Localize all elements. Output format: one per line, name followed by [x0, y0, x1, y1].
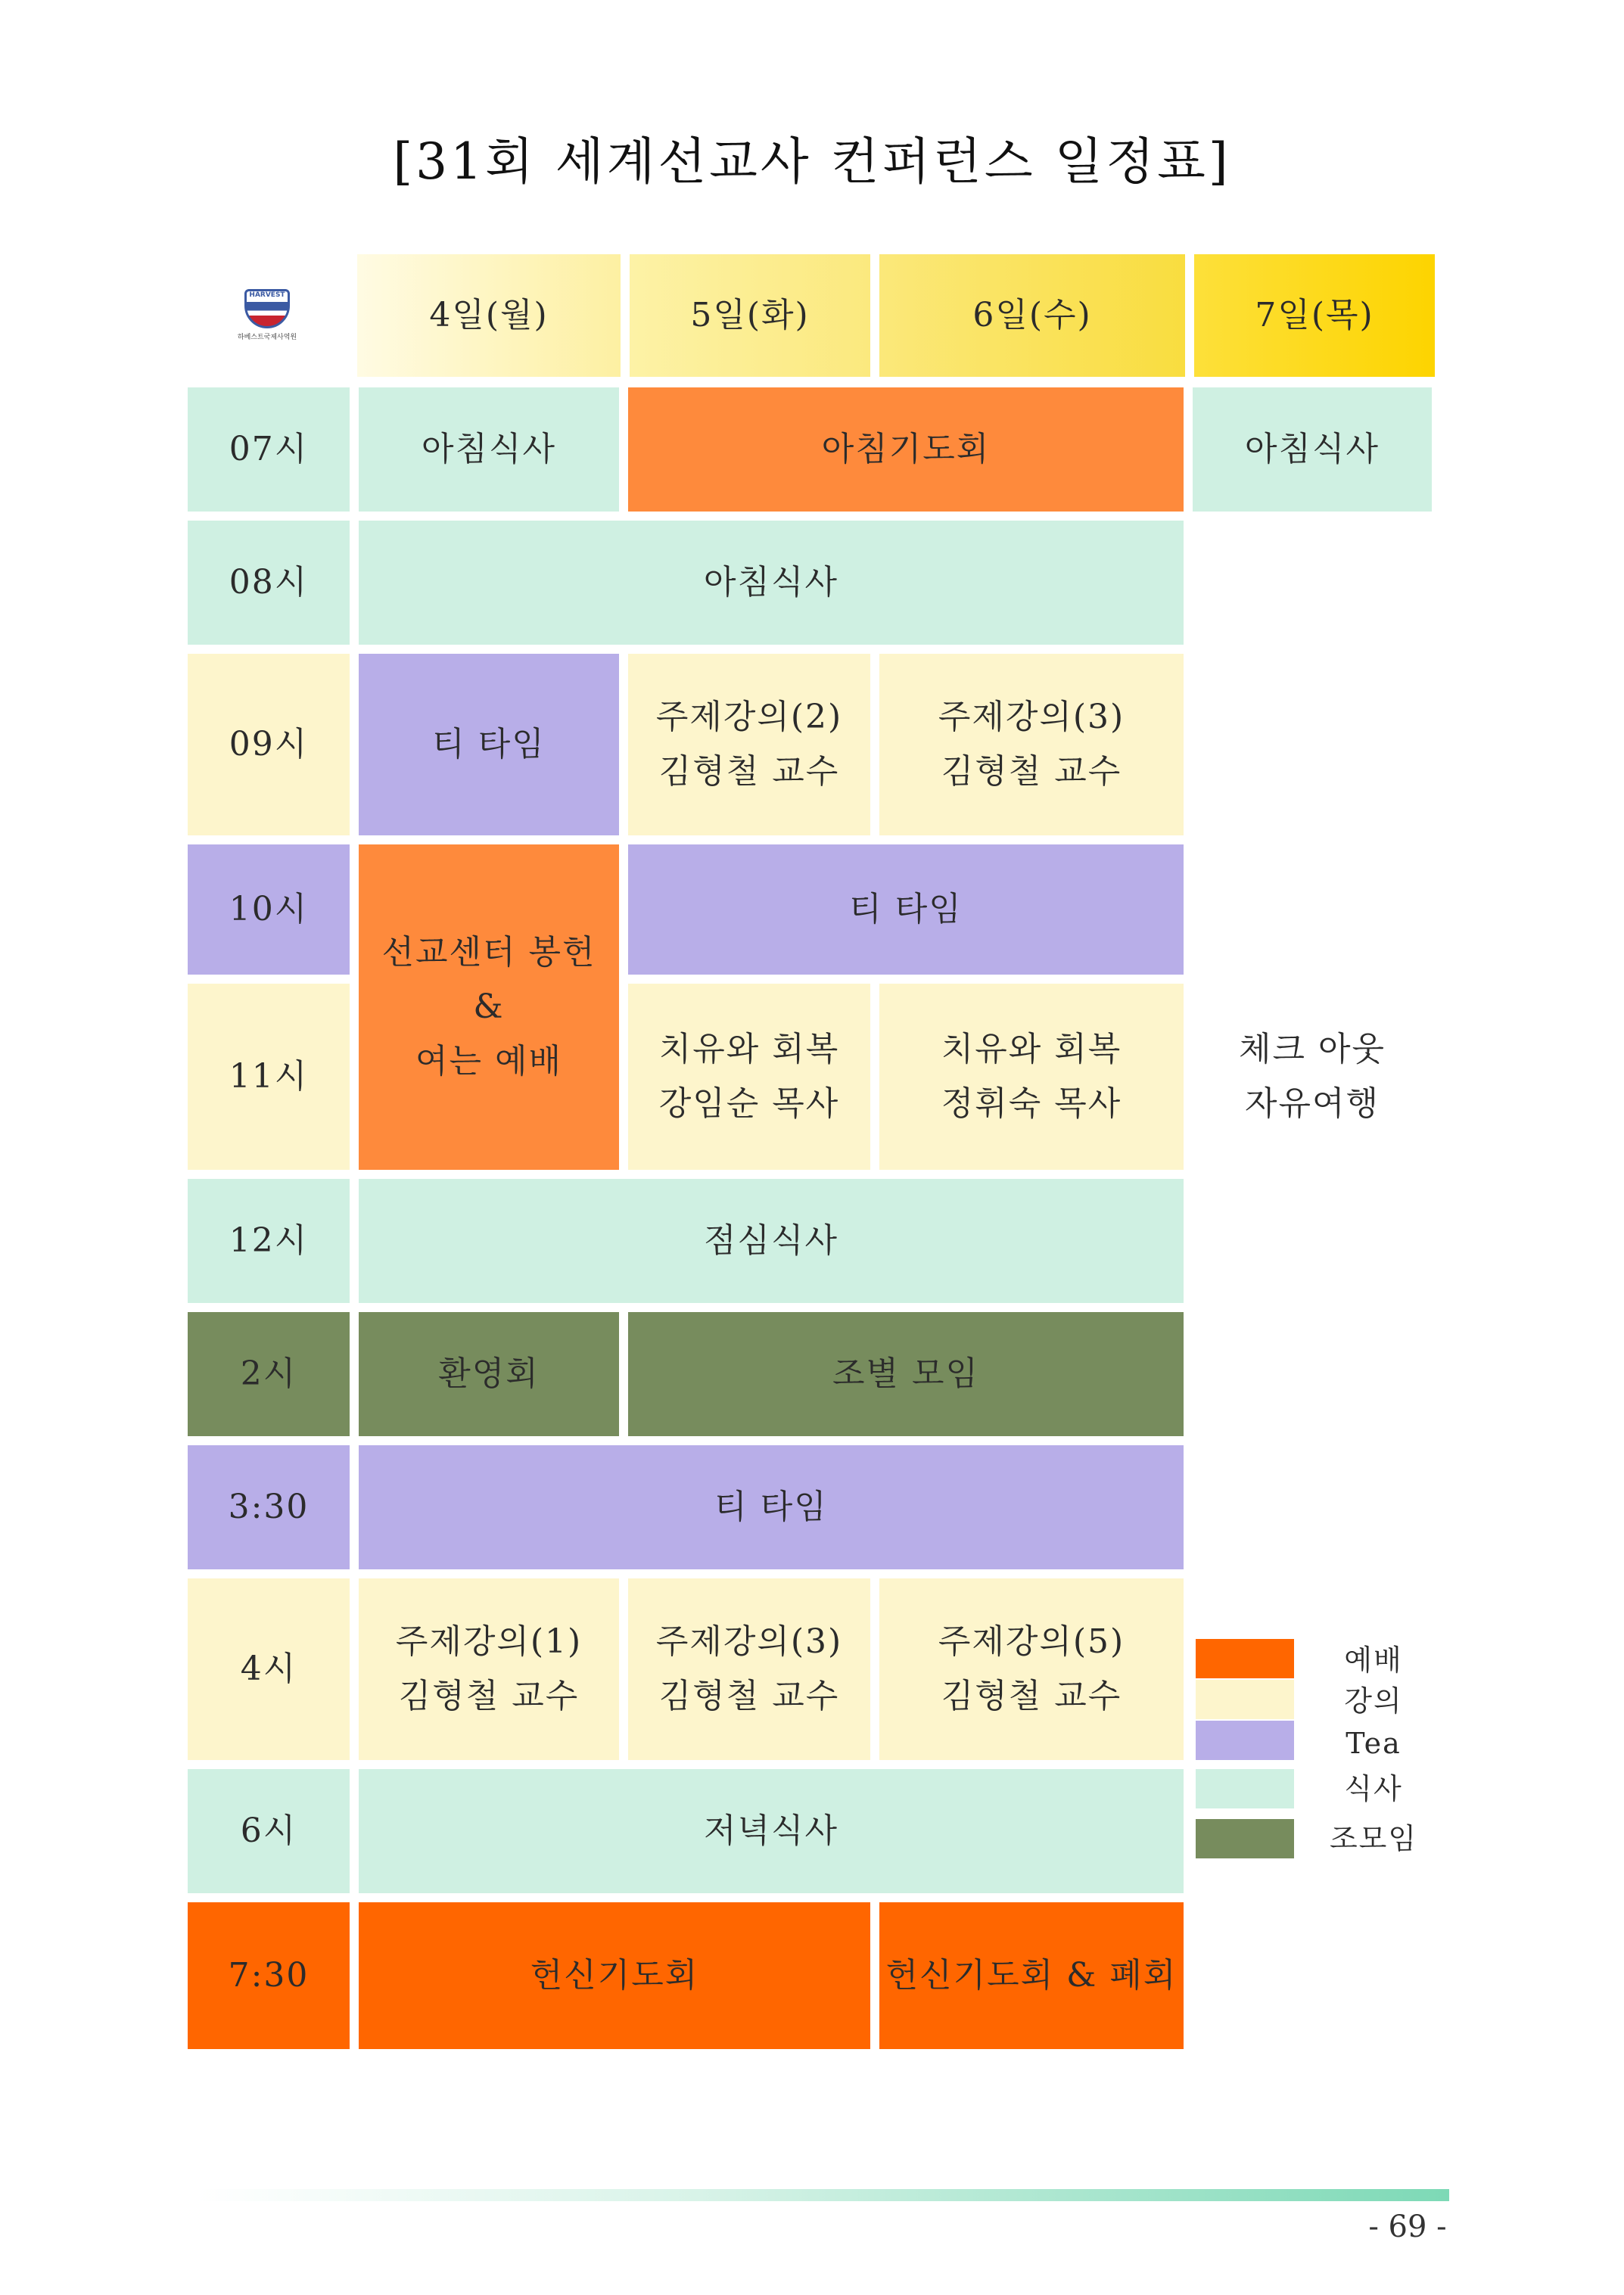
lecture-title: 치유와 회복 [941, 1030, 1122, 1068]
event-tea-time-330: 티 타임 [359, 1445, 1184, 1569]
event-line: 자유여행 [1244, 1084, 1380, 1123]
event-lecture-5 [879, 1578, 1184, 1760]
lecturer: 김형철 교수 [398, 1677, 580, 1715]
event-line: & [473, 987, 505, 1026]
harvest-logo [188, 254, 347, 375]
lecturer: 김형철 교수 [941, 752, 1122, 791]
legend-swatch-group [1196, 1819, 1294, 1858]
time-6: 6시 [188, 1769, 350, 1893]
event-checkout [1193, 984, 1432, 1170]
shield-icon [244, 289, 290, 328]
event-breakfast-mon: 아침식사 [359, 387, 619, 512]
event-welcome: 환영회 [359, 1312, 619, 1436]
page-number: - 69 - [1368, 2209, 1447, 2244]
footer-divider [197, 2189, 1449, 2201]
legend-label-lecture: 강의 [1344, 1684, 1403, 1718]
event-breakfast: 아침식사 [359, 521, 1184, 645]
time-330: 3:30 [188, 1445, 350, 1569]
day-header-mon: 4일(월) [357, 254, 621, 377]
time-11: 11시 [188, 984, 350, 1170]
event-dedication-closing: 헌신기도회 & 폐회 [879, 1902, 1184, 2049]
event-line: 여는 예배 [415, 1042, 562, 1081]
lecture-title: 주제강의(5) [938, 1622, 1125, 1661]
time-12: 12시 [188, 1179, 350, 1303]
event-tea-time-10: 티 타임 [628, 844, 1184, 975]
time-10: 10시 [188, 844, 350, 975]
event-group-meeting: 조별 모임 [628, 1312, 1184, 1436]
legend-label-meal: 식사 [1344, 1772, 1403, 1805]
lecturer: 정휘숙 목사 [941, 1084, 1122, 1123]
legend-swatch-tea [1196, 1721, 1294, 1760]
day-header-thu: 7일(목) [1194, 254, 1435, 377]
lecturer: 김형철 교수 [658, 1677, 840, 1715]
event-dinner: 저녁식사 [359, 1769, 1184, 1893]
event-lecture-3-am [879, 654, 1184, 835]
event-tea-time-mon: 티 타임 [359, 654, 619, 835]
event-line: 체크 아웃 [1238, 1030, 1386, 1068]
event-breakfast-thu: 아침식사 [1193, 387, 1432, 512]
page-title: [31회 세계선교사 컨퍼런스 일정표] [393, 132, 1231, 191]
event-line: 선교센터 봉헌 [381, 933, 596, 972]
event-mission-center [359, 844, 619, 1170]
day-header-tue: 5일(화) [630, 254, 870, 377]
legend-swatch-meal [1196, 1769, 1294, 1808]
time-07: 07시 [188, 387, 350, 512]
lecture-title: 치유와 회복 [658, 1030, 840, 1068]
lecturer: 김형철 교수 [941, 1677, 1122, 1715]
event-healing-tue [628, 984, 870, 1170]
lecture-title: 주제강의(2) [655, 698, 843, 736]
legend-swatch-worship [1196, 1639, 1294, 1678]
logo-name: HARVEST [249, 291, 285, 299]
time-730: 7:30 [188, 1902, 350, 2049]
legend-label-worship: 예배 [1344, 1644, 1403, 1677]
time-09: 09시 [188, 654, 350, 835]
time-08: 08시 [188, 521, 350, 645]
day-header-wed: 6일(수) [879, 254, 1185, 377]
event-dedication: 헌신기도회 [359, 1902, 870, 2049]
lecturer: 김형철 교수 [658, 752, 840, 791]
legend-label-tea: Tea [1346, 1727, 1402, 1760]
time-2: 2시 [188, 1312, 350, 1436]
lecture-title: 주제강의(1) [395, 1622, 583, 1661]
event-lunch: 점심식사 [359, 1179, 1184, 1303]
legend-label-group: 조모임 [1329, 1822, 1418, 1855]
lecture-title: 주제강의(3) [938, 698, 1125, 736]
event-lecture-2 [628, 654, 870, 835]
event-lecture-1 [359, 1578, 619, 1760]
event-healing-wed [879, 984, 1184, 1170]
event-lecture-3-pm [628, 1578, 870, 1760]
lecturer: 강임순 목사 [658, 1084, 840, 1123]
event-morning-prayer: 아침기도회 [628, 387, 1184, 512]
legend-swatch-lecture [1196, 1680, 1294, 1719]
lecture-title: 주제강의(3) [655, 1622, 843, 1661]
time-4: 4시 [188, 1578, 350, 1760]
logo-subtitle: 하베스트국제사역원 [237, 333, 297, 341]
